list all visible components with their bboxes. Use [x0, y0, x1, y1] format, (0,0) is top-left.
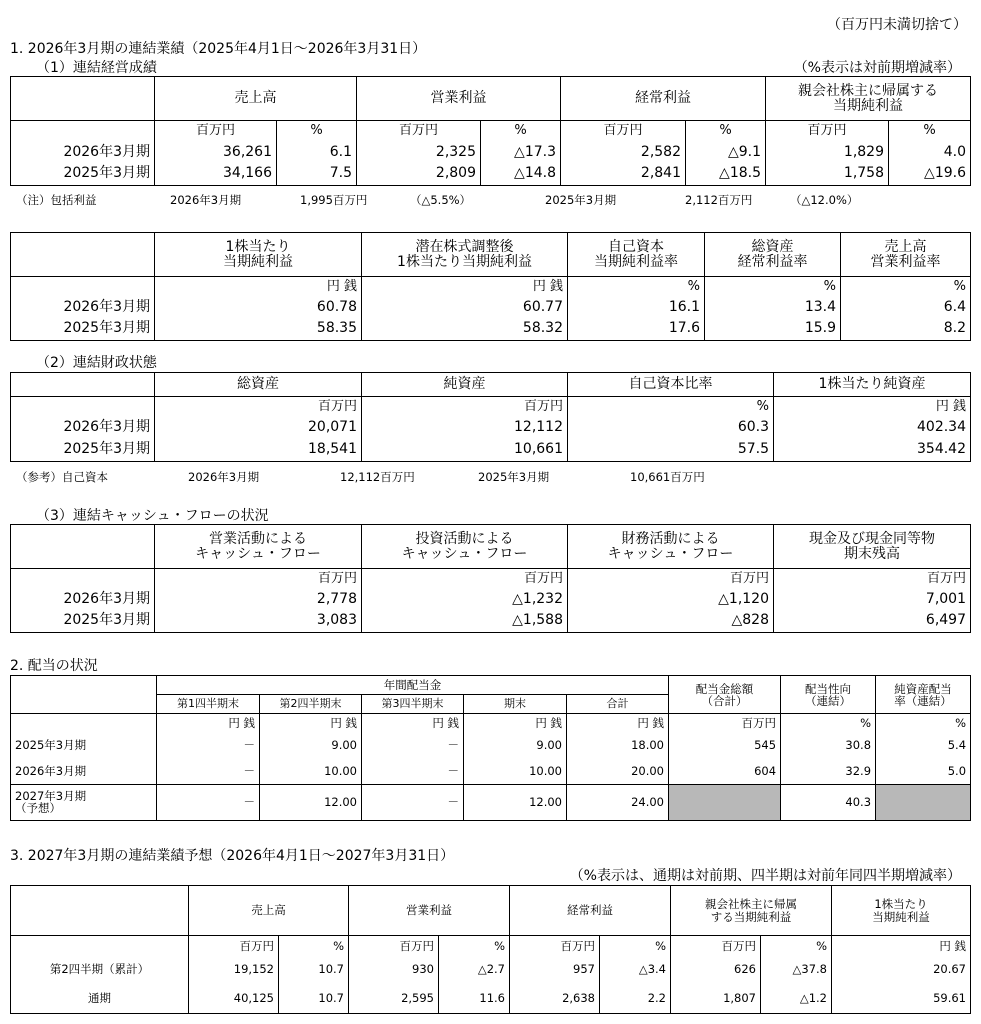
cell-value: 30.8 — [781, 732, 876, 758]
header-eps — [155, 233, 362, 277]
cell-value: △19.6 — [889, 163, 971, 186]
unit-mil-yen: 百万円 — [774, 569, 971, 589]
header-operating-profit: 営業利益 — [349, 886, 510, 936]
row-label: 2026年3月期 — [11, 142, 155, 163]
table-row — [11, 758, 971, 784]
header-total: 合計 — [567, 695, 669, 714]
cell-value: 10.00 — [260, 758, 362, 784]
header-operating-profit: 営業利益 — [357, 77, 561, 121]
cell-value: 5.4 — [876, 732, 971, 758]
unit-percent: % — [439, 936, 510, 956]
header-line: 配当金総額 — [695, 681, 754, 696]
cell-value: 12,112 — [362, 417, 568, 438]
header-line: 期末残高 — [844, 545, 900, 562]
financial-position-table — [10, 372, 971, 462]
cell-value: 2,595 — [349, 984, 439, 1014]
cell-value: 20,071 — [155, 417, 362, 438]
section2-title: 2. 配当の状況 — [10, 658, 98, 674]
cell-value: － — [157, 758, 260, 784]
header-line: キャッシュ・フロー — [401, 545, 528, 562]
header-line: 親会社株主に帰属 — [705, 897, 797, 912]
comprehensive-period-1: 2026年3月期 — [170, 193, 242, 207]
header-line: 営業活動による — [209, 530, 307, 547]
table-row — [11, 142, 971, 163]
per-share-table — [10, 232, 971, 341]
header-operating-cf — [155, 525, 362, 569]
cell-value: 13.4 — [705, 297, 841, 318]
label-cell — [11, 397, 155, 417]
unit-percent: % — [600, 936, 671, 956]
cell-value: 9.00 — [464, 732, 567, 758]
row-label: 2025年3月期 — [11, 163, 155, 186]
header-net-income — [766, 77, 971, 121]
table-row — [11, 610, 971, 633]
unit-percent: % — [841, 277, 971, 297]
cell-value: 1,807 — [671, 984, 761, 1014]
cell-value: 5.0 — [876, 758, 971, 784]
row-label: 2025年3月期 — [11, 732, 157, 758]
cell-value: 57.5 — [568, 438, 774, 461]
cell-value: △17.3 — [481, 142, 561, 163]
cell-value: 6,497 — [774, 610, 971, 633]
cell-value: 40.3 — [781, 784, 876, 820]
label-cell — [11, 714, 157, 732]
header-roa — [705, 233, 841, 277]
cell-value: 16.1 — [568, 297, 705, 318]
header-q3: 第3四半期末 — [362, 695, 464, 714]
section1-title: 1. 2026年3月期の連結業績（2025年4月1日～2026年3月31日） — [10, 41, 427, 57]
row-label: 2025年3月期 — [11, 438, 155, 461]
cell-value: 930 — [349, 956, 439, 984]
subsection-operating-results: （1）連結経営成績 — [36, 60, 157, 76]
unit-yen-sen: 円 銭 — [362, 277, 568, 297]
unit-mil-yen: 百万円 — [362, 569, 568, 589]
cell-value: 12.00 — [260, 784, 362, 820]
header-year-end: 期末 — [464, 695, 567, 714]
corner-cell — [11, 525, 155, 569]
cell-value: 4.0 — [889, 142, 971, 163]
cell-value: △3.4 — [600, 956, 671, 984]
header-cash-balance — [774, 525, 971, 569]
row-label: 2026年3月期 — [11, 417, 155, 438]
cell-value: △1.2 — [761, 984, 832, 1014]
unit-percent: % — [277, 121, 357, 142]
cell-value: 60.78 — [155, 297, 362, 318]
unit-mil-yen: 百万円 — [357, 121, 481, 142]
cell-value: － — [362, 732, 464, 758]
dividend-table — [10, 675, 971, 821]
forecast-percent-note: （%表示は、通期は対前期、四半期は対前年同四半期増減率） — [569, 868, 961, 884]
cell-value: 20.67 — [832, 956, 971, 984]
cell-value: 2.2 — [600, 984, 671, 1014]
cell-value: － — [362, 784, 464, 820]
cell-value: 626 — [671, 956, 761, 984]
cell-value: 10.7 — [279, 956, 349, 984]
header-line: 配当性向 — [805, 681, 852, 696]
corner-cell — [11, 233, 155, 277]
comprehensive-rate-2: （△12.0%） — [790, 193, 859, 207]
header-line: 売上高 — [884, 238, 927, 255]
cell-value: 18.00 — [567, 732, 669, 758]
cell-value: 604 — [669, 758, 781, 784]
cell-value: 2,638 — [510, 984, 600, 1014]
unit-percent: % — [876, 714, 971, 732]
shaded-cell — [876, 784, 971, 820]
cell-value: △18.5 — [686, 163, 766, 186]
cell-value: 15.9 — [705, 318, 841, 341]
table-row — [11, 984, 971, 1014]
table-row — [11, 417, 971, 438]
unit-mil-yen: 百万円 — [155, 121, 277, 142]
cell-value: 2,582 — [561, 142, 686, 163]
header-line: （連結） — [805, 693, 852, 708]
unit-percent: % — [781, 714, 876, 732]
label-cell — [11, 936, 189, 956]
comprehensive-value-1: 1,995百万円 — [300, 193, 368, 207]
corner-cell — [11, 373, 155, 397]
label-cell — [11, 569, 155, 589]
header-payout-ratio — [781, 676, 876, 714]
header-net-assets: 純資産 — [362, 373, 568, 397]
header-line: 潜在株式調整後 — [415, 238, 514, 255]
header-operating-margin — [841, 233, 971, 277]
corner-cell — [11, 676, 157, 714]
header-total-assets: 総資産 — [155, 373, 362, 397]
unit-mil-yen: 百万円 — [669, 714, 781, 732]
cell-value: 32.9 — [781, 758, 876, 784]
cell-value: 8.2 — [841, 318, 971, 341]
row-label: 2025年3月期 — [11, 610, 155, 633]
equity-period-1: 2026年3月期 — [188, 470, 260, 484]
label-cell — [11, 277, 155, 297]
header-line: （合計） — [701, 693, 748, 708]
unit-yen-sen: 円 銭 — [362, 714, 464, 732]
header-net-income — [671, 886, 832, 936]
row-label: 2026年3月期 — [11, 297, 155, 318]
header-q2: 第2四半期末 — [260, 695, 362, 714]
cell-value: 10.00 — [464, 758, 567, 784]
table-row — [11, 732, 971, 758]
corner-cell — [11, 77, 155, 121]
unit-mil-yen: 百万円 — [568, 569, 774, 589]
row-label — [11, 784, 157, 820]
unit-mil-yen: 百万円 — [155, 397, 362, 417]
header-line: 率（連結） — [894, 693, 952, 708]
unit-percent: % — [705, 277, 841, 297]
header-line: 当期純利益 — [223, 253, 293, 270]
unit-mil-yen: 百万円 — [766, 121, 889, 142]
unit-percent: % — [568, 397, 774, 417]
header-line: 総資産 — [751, 238, 794, 255]
unit-percent: % — [279, 936, 349, 956]
table-row — [11, 163, 971, 186]
row-label-line: （予想） — [15, 801, 61, 816]
header-net-income-line2: 当期純利益 — [833, 97, 903, 114]
cell-value: 60.77 — [362, 297, 568, 318]
cell-value: 36,261 — [155, 142, 277, 163]
cell-value: 402.34 — [774, 417, 971, 438]
cell-value: 7,001 — [774, 589, 971, 610]
unit-note: （百万円未満切捨て） — [827, 17, 967, 33]
cell-value: 10.7 — [279, 984, 349, 1014]
table-row-forecast — [11, 784, 971, 820]
unit-mil-yen: 百万円 — [349, 936, 439, 956]
cell-value: 18,541 — [155, 438, 362, 461]
unit-percent: % — [568, 277, 705, 297]
header-line: キャッシュ・フロー — [607, 545, 734, 562]
shaded-cell — [669, 784, 781, 820]
header-financing-cf — [568, 525, 774, 569]
row-label-line: 2027年3月期 — [15, 789, 87, 804]
cell-value: 34,166 — [155, 163, 277, 186]
cell-value: 2,325 — [357, 142, 481, 163]
cell-value: 17.6 — [568, 318, 705, 341]
unit-yen-sen: 円 銭 — [155, 277, 362, 297]
unit-percent: % — [889, 121, 971, 142]
header-line: 1株当たり — [874, 897, 928, 912]
row-label: 2026年3月期 — [11, 589, 155, 610]
unit-mil-yen: 百万円 — [362, 397, 568, 417]
cell-value: △1,120 — [568, 589, 774, 610]
header-line: 当期純利益 — [872, 909, 930, 924]
header-diluted-eps — [362, 233, 568, 277]
header-roe — [568, 233, 705, 277]
table-row — [11, 438, 971, 461]
unit-yen-sen: 円 銭 — [567, 714, 669, 732]
cell-value: 20.00 — [567, 758, 669, 784]
table-row — [11, 318, 971, 341]
comprehensive-value-2: 2,112百万円 — [685, 193, 753, 207]
percent-note: （%表示は対前期増減率） — [793, 60, 961, 76]
unit-percent: % — [761, 936, 832, 956]
cell-value: 2,778 — [155, 589, 362, 610]
header-bps: 1株当たり純資産 — [774, 373, 971, 397]
header-line: 純資産配当 — [894, 681, 952, 696]
cell-value: △37.8 — [761, 956, 832, 984]
cell-value: 10,661 — [362, 438, 568, 461]
operating-results-table — [10, 76, 971, 186]
unit-yen-sen: 円 銭 — [157, 714, 260, 732]
cell-value: 11.6 — [439, 984, 510, 1014]
cell-value: 9.00 — [260, 732, 362, 758]
cell-value: 19,152 — [189, 956, 279, 984]
cell-value: 1,829 — [766, 142, 889, 163]
unit-mil-yen: 百万円 — [510, 936, 600, 956]
cell-value: 58.35 — [155, 318, 362, 341]
table-row — [11, 297, 971, 318]
cell-value: 6.1 — [277, 142, 357, 163]
header-line: 営業利益率 — [870, 253, 941, 270]
cash-flow-table — [10, 524, 971, 633]
cell-value: △1,232 — [362, 589, 568, 610]
header-line: 財務活動による — [621, 530, 720, 547]
unit-yen-sen: 円 銭 — [774, 397, 971, 417]
table-row — [11, 589, 971, 610]
unit-yen-sen: 円 銭 — [464, 714, 567, 732]
header-ordinary-profit: 経常利益 — [561, 77, 766, 121]
header-line: キャッシュ・フロー — [195, 545, 321, 562]
unit-mil-yen: 百万円 — [561, 121, 686, 142]
subsection-financial-position: （2）連結財政状態 — [36, 355, 157, 371]
header-investing-cf — [362, 525, 568, 569]
header-line: 自己資本 — [608, 238, 664, 255]
comprehensive-income-label: （注）包括利益 — [16, 193, 97, 207]
header-line: 経常利益率 — [737, 253, 808, 270]
header-sales: 売上高 — [189, 886, 349, 936]
cell-value: △14.8 — [481, 163, 561, 186]
header-doe — [876, 676, 971, 714]
unit-percent: % — [481, 121, 561, 142]
cell-value: 24.00 — [567, 784, 669, 820]
equity-value-2: 10,661百万円 — [630, 470, 705, 484]
cell-value: △2.7 — [439, 956, 510, 984]
equity-reference-label: （参考）自己資本 — [16, 470, 108, 484]
cell-value: 354.42 — [774, 438, 971, 461]
cell-value: － — [157, 732, 260, 758]
header-line: 当期純利益率 — [594, 253, 678, 270]
equity-period-2: 2025年3月期 — [478, 470, 550, 484]
section3-title: 3. 2027年3月期の連結業績予想（2026年4月1日～2027年3月31日） — [10, 848, 455, 864]
header-line: 1株当たり当期純利益 — [397, 253, 532, 270]
header-line: 1株当たり — [225, 238, 291, 255]
header-net-income-line1: 親会社株主に帰属する — [798, 82, 938, 99]
forecast-table — [10, 885, 971, 1014]
cell-value: 58.32 — [362, 318, 568, 341]
cell-value: 59.61 — [832, 984, 971, 1014]
cell-value: 12.00 — [464, 784, 567, 820]
cell-value: △828 — [568, 610, 774, 633]
header-q1: 第1四半期末 — [157, 695, 260, 714]
unit-mil-yen: 百万円 — [189, 936, 279, 956]
header-equity-ratio: 自己資本比率 — [568, 373, 774, 397]
cell-value: 2,809 — [357, 163, 481, 186]
cell-value: 60.3 — [568, 417, 774, 438]
comprehensive-period-2: 2025年3月期 — [545, 193, 617, 207]
cell-value: △1,588 — [362, 610, 568, 633]
cell-value: 40,125 — [189, 984, 279, 1014]
table-row — [11, 956, 971, 984]
cell-value: 7.5 — [277, 163, 357, 186]
cell-value: 6.4 — [841, 297, 971, 318]
unit-percent: % — [686, 121, 766, 142]
row-label: 第2四半期（累計） — [11, 956, 189, 984]
header-line: 現金及び現金同等物 — [809, 530, 935, 547]
subsection-cash-flows: （3）連結キャッシュ・フローの状況 — [36, 508, 269, 524]
header-line: 投資活動による — [415, 530, 514, 547]
cell-value: － — [362, 758, 464, 784]
cell-value: 545 — [669, 732, 781, 758]
cell-value: 1,758 — [766, 163, 889, 186]
corner-cell — [11, 886, 189, 936]
header-annual-dividend: 年間配当金 — [157, 676, 669, 695]
equity-value-1: 12,112百万円 — [340, 470, 415, 484]
unit-yen-sen: 円 銭 — [260, 714, 362, 732]
unit-yen-sen: 円 銭 — [832, 936, 971, 956]
comprehensive-rate-1: （△5.5%） — [410, 193, 472, 207]
row-label: 2026年3月期 — [11, 758, 157, 784]
header-eps — [832, 886, 971, 936]
row-label: 通期 — [11, 984, 189, 1014]
row-label: 2025年3月期 — [11, 318, 155, 341]
cell-value: 957 — [510, 956, 600, 984]
header-ordinary-profit: 経常利益 — [510, 886, 671, 936]
header-sales: 売上高 — [155, 77, 357, 121]
cell-value: △9.1 — [686, 142, 766, 163]
cell-value: 2,841 — [561, 163, 686, 186]
unit-mil-yen: 百万円 — [155, 569, 362, 589]
cell-value: － — [157, 784, 260, 820]
cell-value: 3,083 — [155, 610, 362, 633]
header-line: する当期純利益 — [710, 909, 792, 924]
header-total-dividend — [669, 676, 781, 714]
unit-mil-yen: 百万円 — [671, 936, 761, 956]
label-cell — [11, 121, 155, 142]
